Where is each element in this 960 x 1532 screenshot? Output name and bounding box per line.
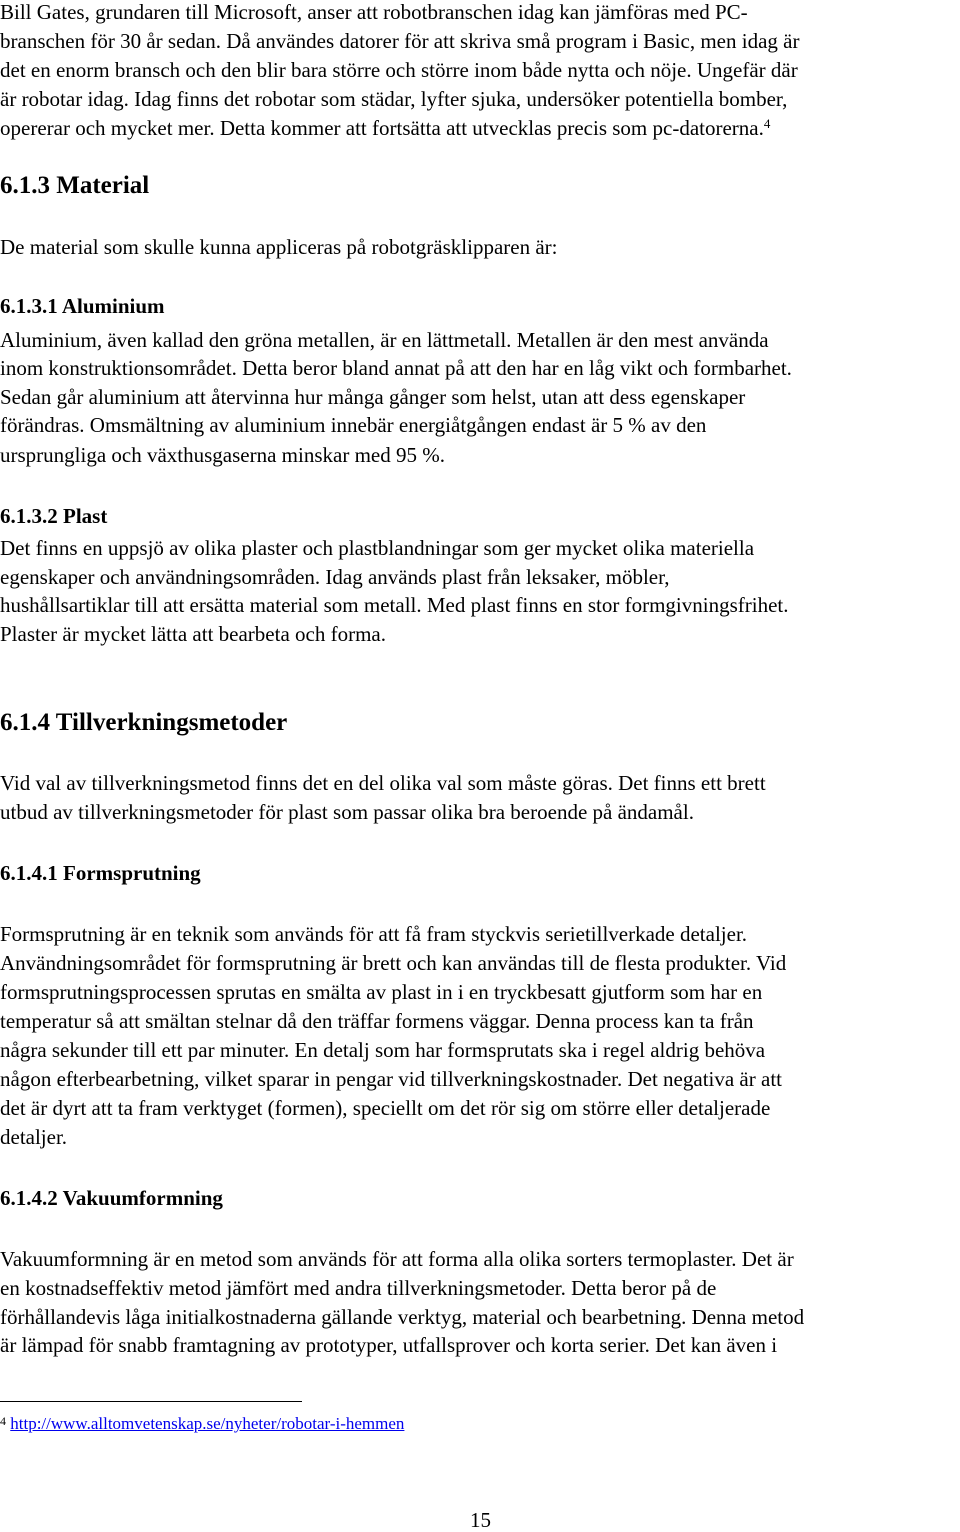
aluminium-line-2: inom konstruktionsområdet. Detta beror bland annat på att den har en låg vikt och formbarhet. bbox=[0, 356, 792, 380]
plast-line-2: egenskaper och användningsområden. Idag används plast från leksaker, möbler, bbox=[0, 565, 670, 589]
plast-line-3: hushållsartiklar till att ersätta material som metall. Med plast finns en stor formgivningsfrihet. bbox=[0, 593, 789, 617]
aluminium-line-4: förändras. Omsmältning av aluminium innebär energiåtgången endast är 5 % av den bbox=[0, 413, 707, 437]
section-heading-tillverkningsmetoder: 6.1.4 Tillverkningsmetoder bbox=[0, 709, 288, 736]
formsprutning-line-5: några sekunder till ett par minuter. En detalj som har formsprutats ska i regel aldrig behöva bbox=[0, 1038, 766, 1062]
intro-line-3: det en enorm bransch och den blir bara större och större inom både nytta och nöje. Ungefär där bbox=[0, 58, 798, 82]
formsprutning-line-3: formsprutningsprocessen sprutas en smälta av plast in i en tryckbesatt gjutform som har en bbox=[0, 980, 763, 1004]
footnote-reference[interactable]: 4 bbox=[763, 116, 771, 131]
vakuumformning-line-3: förhållandevis låga initialkostnaderna gällande verktyg, material och bearbetning. Denna metod bbox=[0, 1305, 805, 1329]
formsprutning-line-6: någon efterbearbetning, vilket sparar in pengar vid tillverkningskostnader. Det negativa är att bbox=[0, 1067, 782, 1091]
intro-line-5 bbox=[0, 116, 770, 140]
section-heading-formsprutning: 6.1.4.1 Formsprutning bbox=[0, 861, 201, 885]
intro-line-5-text: opererar och mycket mer. Detta kommer att fortsätta att utvecklas precis som pc-datorerna. bbox=[0, 116, 764, 140]
plast-line-1: Det finns en uppsjö av olika plaster och plastblandningar som ger mycket olika materiella bbox=[0, 536, 755, 560]
footnote-link[interactable]: http://www.alltomvetenskap.se/nyheter/robotar-i-hemmen bbox=[10, 1414, 405, 1433]
vakuumformning-line-4: är lämpad för snabb framtagning av prototyper, utfallsprover och korta serier. Det kan även i bbox=[0, 1333, 778, 1357]
section-heading-vakuumformning: 6.1.4.2 Vakuumformning bbox=[0, 1186, 223, 1210]
vakuumformning-line-1: Vakuumformning är en metod som används för att forma alla olika sorters termoplaster. Det är bbox=[0, 1247, 794, 1271]
material-intro-text: De material som skulle kunna appliceras på robotgräsklipparen är: bbox=[0, 235, 558, 259]
footnote bbox=[0, 1414, 404, 1434]
tillverkning-line-2: utbud av tillverkningsmetoder för plast som passar olika bra beroende på ändamål. bbox=[0, 800, 694, 824]
formsprutning-line-2: Användningsområdet för formsprutning är brett och kan användas till de flesta produkter. Vid bbox=[0, 951, 787, 975]
intro-line-4: är robotar idag. Idag finns det robotar som städar, lyfter sjuka, undersöker potentiella bomber, bbox=[0, 87, 788, 111]
tillverkning-line-1: Vid val av tillverkningsmetod finns det en del olika val som måste göras. Det finns ett brett bbox=[0, 771, 766, 795]
section-heading-aluminium: 6.1.3.1 Aluminium bbox=[0, 294, 165, 318]
vakuumformning-line-2: en kostnadseffektiv metod jämfört med andra tillverkningsmetoder. Detta beror på de bbox=[0, 1276, 717, 1300]
plast-line-4: Plaster är mycket lätta att bearbeta och forma. bbox=[0, 622, 386, 646]
section-heading-plast: 6.1.3.2 Plast bbox=[0, 504, 108, 528]
footnote-number: 4 bbox=[0, 1414, 6, 1428]
aluminium-line-3: Sedan går aluminium att återvinna hur många gånger som helst, utan att dess egenskaper bbox=[0, 385, 746, 409]
page-number: 15 bbox=[470, 1508, 491, 1532]
formsprutning-line-7: det är dyrt att ta fram verktyget (formen), speciellt om det rör sig om större eller detaljerade bbox=[0, 1096, 771, 1120]
intro-line-2: branschen för 30 år sedan. Då användes datorer för att skriva små program i Basic, men idag är bbox=[0, 29, 800, 53]
formsprutning-line-1: Formsprutning är en teknik som används för att få fram styckvis serietillverkade detaljer. bbox=[0, 922, 748, 946]
footnote-divider bbox=[0, 1401, 302, 1402]
formsprutning-line-8: detaljer. bbox=[0, 1125, 68, 1149]
aluminium-line-5: ursprungliga och växthusgaserna minskar med 95 %. bbox=[0, 443, 445, 467]
section-heading-material: 6.1.3 Material bbox=[0, 172, 150, 199]
aluminium-line-1: Aluminium, även kallad den gröna metallen, är en lättmetall. Metallen är den mest använda bbox=[0, 328, 769, 352]
formsprutning-line-4: temperatur så att smältan stelnar då den träffar formens väggar. Denna process kan ta från bbox=[0, 1009, 754, 1033]
intro-line-1: Bill Gates, grundaren till Microsoft, anser att robotbranschen idag kan jämföras med PC- bbox=[0, 0, 748, 24]
